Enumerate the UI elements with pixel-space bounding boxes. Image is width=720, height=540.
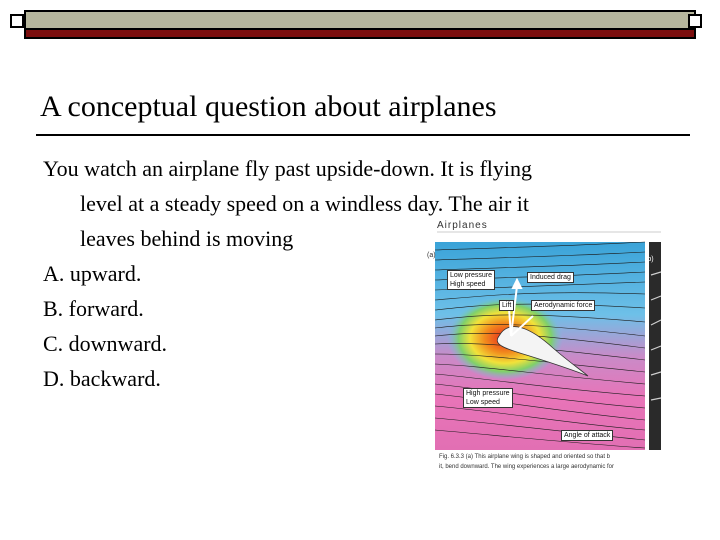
induced-drag-label: Induced drag: [527, 272, 574, 283]
angle-of-attack-label: Angle of attack: [561, 430, 613, 441]
right-corner-square: [688, 14, 702, 28]
question-line-3: leaves behind is moving: [80, 226, 294, 251]
top-accent-band: [24, 30, 696, 39]
airfoil-illustration: [413, 220, 661, 478]
left-corner-square: [10, 14, 24, 28]
choice-b: B. forward.: [43, 296, 144, 321]
airfoil-figure: [413, 220, 661, 478]
figure-header: Airplanes: [437, 220, 488, 231]
slide-title: A conceptual question about airplanes: [40, 90, 497, 123]
lift-label: Lift: [499, 300, 514, 311]
figure-caption: Fig. 6.3.3 (a) This airplane wing is shaped and oriented so that b it, bend downward. The wing experiences a large aerodynamic for: [439, 454, 614, 470]
high-pressure-label: High pressure Low speed: [463, 388, 513, 408]
aerodynamic-force-label: Aerodynamic force: [531, 300, 595, 311]
choice-c: C. downward.: [43, 331, 168, 356]
choice-d: D. backward.: [43, 366, 161, 391]
low-pressure-label: Low pressure High speed: [447, 270, 495, 290]
question-line-1: You watch an airplane fly past upside-down. It is flying: [43, 156, 533, 181]
panel-b-tag: (b): [645, 256, 654, 263]
title-underline: [36, 134, 690, 136]
choice-a: A. upward.: [43, 261, 142, 286]
panel-a-tag: (a): [427, 252, 436, 259]
top-decorative-band: [24, 10, 696, 30]
question-line-2: level at a steady speed on a windless day. The air it: [80, 191, 530, 216]
